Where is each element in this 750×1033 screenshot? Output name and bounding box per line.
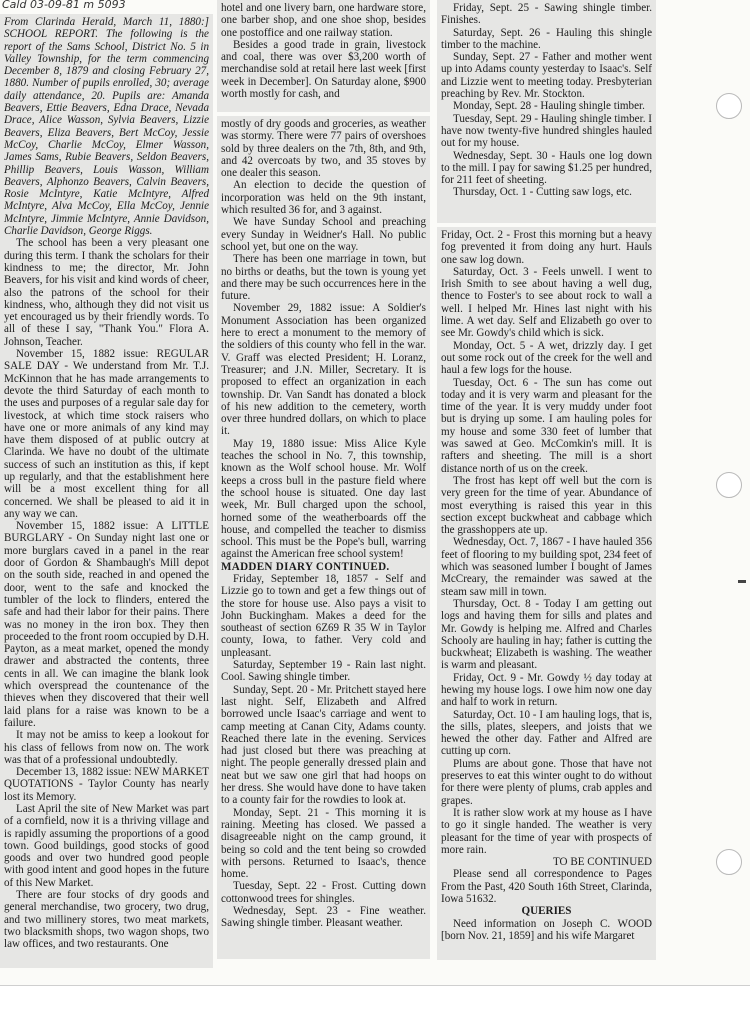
column-3-main-clipping [437, 227, 656, 960]
slow-work-paragraph: It is rather slow work at my house as I have to go it single handed. The weather is very pleasant for the time of year with prospects of more rain. [441, 806, 652, 856]
diary-sept-23: Wednesday, Sept. 23 - Fine weather. Sawing shingle timber. Pleasant weather. [221, 905, 426, 930]
school-report-paragraph: From Clarinda Herald, March 11, 1880:] SCHOOL REPORT. The following is the report of the Sams School, District No. 5 in Valley Township, for the term commencing December 8, 1879 and closing February 27, 1880. Number of pupils enrolled, 30; average daily attendance, 20. Pupils are: Amanda Beavers, Ettie Beavers, Edna Drace, Nevada Drace, Alice Wasson, Sylvia Beavers, Lizzie Beavers, Eliza Beavers, Bert McCoy, Jessie McCoy, Charlie McCoy, Elmer Wasson, James Sams, Rubie Beavers, Seldon Beavers, Phillip Beavers, Louis Wasson, William Beavers, Alphonzo Beavers, Calvin Beavers, Rosie McIntyre, Katie McIntyre, Alfred McIntyre, Alva McCoy, Ella McCoy, Jennie McIntyre, Jimmie McIntyre, Annie Davidson, Charlie Davidson, George Riggs. [4, 16, 209, 238]
diary-sept-28: Monday, Sept. 28 - Hauling shingle timber. [453, 100, 645, 113]
queries-heading: QUERIES [521, 905, 572, 918]
diary-sept-25: Friday, Sept. 25 - Sawing shingle timber. Finishes. [441, 2, 652, 27]
election-paragraph: An election to decide the question of incorporation was held on the 9th instant, which resulted 36 for, and 3 against. [221, 179, 426, 217]
diary-oct-10: Saturday, Oct. 10 - I am hauling logs, that is, the sills, plates, sleepers, and joists that we hewed the other day. Father and Alfred are cutting up corn. [441, 708, 652, 758]
diary-oct-3: Saturday, Oct. 3 - Feels unwell. I went to Irish Smith to see about having a well dug, thence to Foster's to see about rock to wall a well. I helped Mr. Hines last night with his lime. A wet day. Self and Elizabeth go over to see Mr. Gowdy's child which is sick. [441, 265, 652, 340]
plums-paragraph: Plums are about gone. Those that have not preserves to eat this winter ought to do without for there were plenty of plums, crab apples and grapes. [441, 757, 652, 807]
edge-mark [738, 580, 746, 583]
binder-hole-top [716, 93, 742, 119]
query-paragraph: Need information on Joseph C. WOOD [born Nov. 21, 1859] and his wife Margaret [441, 917, 652, 942]
column-1-clipping [0, 14, 213, 968]
new-market-heading-paragraph: December 13, 1882 issue: NEW MARKET QUOTATIONS - Taylor County has nearly lost its Memory. [4, 766, 209, 803]
diary-oct-9: Friday, Oct. 9 - Mr. Gowdy ½ day today at hewing my house logs. I owe him now one day and half to work in return. [441, 671, 652, 709]
marriage-paragraph: There has been one marriage in town, but no births or deaths, but the town is young yet and there may be such occurrences here in the future. [221, 253, 426, 303]
binder-hole-bottom [716, 849, 742, 875]
madden-diary-heading: MADDEN DIARY CONTINUED. [221, 560, 390, 573]
lookout-paragraph: It may not be amiss to keep a lookout for his class of fellows from now on. The work was that of a professional undoubtedly. [4, 729, 209, 766]
to-be-continued: TO BE CONTINUED [552, 856, 652, 869]
diary-sept-26: Saturday, Sept. 26 - Hauling this shingle timber to the machine. [441, 26, 652, 51]
diary-sept-29: Tuesday, Sept. 29 - Hauling shingle timber. I have now twenty-five hundred shingles hauled out for my house. [441, 112, 652, 150]
column-2-top-clipping [217, 0, 430, 112]
column-2-main-clipping [217, 116, 430, 959]
correspondence-paragraph: Please send all correspondence to Pages From the Past, 420 South 16th Street, Clarinda, Iowa 51632. [441, 868, 652, 906]
sunday-school-paragraph: We have Sunday School and preaching every Sunday in Weidner's Hall. No public school yet, but one on the way. [221, 216, 426, 253]
dry-goods-paragraph: mostly of dry goods and groceries, as weather was stormy. There were 77 pairs of overshoes sold by three dealers on the 7th, 8th, and 9th, and 42 overcoats by two, and 35 stoves by one dealer this season. [221, 118, 426, 180]
diary-sept-19: Saturday, September 19 - Rain last night. Cool. Sawing shingle timber. [221, 659, 426, 684]
stores-paragraph: There are four stocks of dry goods and general merchandise, two grocery, two drug, and two millinery stores, two meat markets, two blacksmith shops, two wagon shops, two law offices, and two restaurants. One [4, 889, 209, 951]
diary-oct-2: Friday, Oct. 2 - Frost this morning but a heavy fog prevented it from doing any hurt. Hauls one saw log down. [441, 229, 652, 266]
new-market-paragraph: Last April the site of New Market was part of a cornfield, now it is a thriving village and is rapidly assuming the proportions of a good town. Good buildings, good stocks of good goods and over two hundred good people with good intent and good hopes in the future of this New Market. [4, 803, 209, 889]
diary-sept-21: Monday, Sept. 21 - This morning it is raining. Meeting has closed. We passed a disagreeable night on the camp ground, it being so cold and the tent being so crowded with persons. Returned to Isaac's, thence home. [221, 806, 426, 881]
diary-oct-5: Monday, Oct. 5 - A wet, drizzly day. I get out some rock out of the creek for the well and haul a few logs for the house. [441, 339, 652, 377]
diary-oct-8: Thursday, Oct. 8 - Today I am getting out logs and having them for sills and plates and Mr. Gowdy is helping me. Alfred and Charles Schooly are hauling in hay; father is cutting the buckwheat; Elizabeth is washing. The weather is warm and pleasant. [441, 597, 652, 672]
hotel-paragraph: hotel and one livery barn, one hardware store, one barber shop, and one shoe shop, besides one postoffice and one railway station. [221, 2, 426, 39]
diary-oct-1: Thursday, Oct. 1 - Cutting saw logs, etc. [453, 186, 632, 199]
diary-oct-6: Tuesday, Oct. 6 - The sun has come out today and it is very warm and pleasant for the time of the year. It is very muddy under foot but is drying up some. I am hauling poles for my house and some 330 feet of lumber that was sawed at Geo. McComkin's mill. It is rafters and sheeting. The mill is a short distance north of us on the creek. [441, 376, 652, 475]
monument-paragraph: November 29, 1882 issue: A Soldier's Monument Association has been organized here to erect a monument to the memory of the soldiers of this county who fell in the war. V. Graff was elected President; H. Loranz, Treasurer; and J.N. Miller, Secretary. It is proposed to effect an organization in each township. Dr. Van Sandt has donated a block of his new addition to the cemetery, worth over three hundred dollars, on which to place it. [221, 302, 426, 438]
school-bull-paragraph: May 19, 1880 issue: Miss Alice Kyle teaches the school in No. 7, this township, known as the Wolf school house. Mr. Wolf keeps a cross bull in the pasture field where the school house is situated. One day last week, Mr. Bull charged upon the school, horned some of the weatherboards off the house, and compelled the teacher to dismiss school. This must be the Pope's bull, warring against the American free school system! [221, 437, 426, 561]
diary-sept-30: Wednesday, Sept. 30 - Hauls one log down to the mill. I pay for sawing $1.25 per hundred, for 211 feet of sheeting. [441, 149, 652, 187]
sale-day-paragraph: November 15, 1882 issue: REGULAR SALE DAY - We understand from Mr. T.J. McKinnon that he has made arrangements to devote the third Saturday of each month to the uses and purposes of a regular sale day for livestock, at which time stock raisers who have one or more animals of any kind may have them disposed of at public outcry at Clarinda. We have no doubt of the ultimate success of such an institution as this, if kept up regularly, and that the establishment here will be a most excellent thing for all concerned. We shall be pleased to aid it in any way we can. [4, 348, 209, 520]
diary-oct-7: Wednesday, Oct. 7, 1867 - I have hauled 356 feet of flooring to my building spot, 234 feet of which was seasoned lumber I bought of James McCreary, the remainder was sawed at the steam saw mill in town. [441, 536, 652, 598]
diary-sept-27: Sunday, Sept. 27 - Father and mother went up into Adams county yesterday to Isaac's. Self and Lizzie went to meeting today. Presbyterian preaching by Rev. Mr. Stockton. [441, 51, 652, 101]
diary-sept-20: Sunday, Sept. 20 - Mr. Pritchett stayed here last night. Self, Elizabeth and Alfred borrowed uncle Isaac's carriage and went to camp meeting at Canan City, Adams county. Reached there late in the evening. Services had just closed but there was preaching at night. The people generally dressed plain and neat but we saw one girl that had hoops on her dress. She would have done to have taken to a county fair for the rowdies to look at. [221, 683, 426, 807]
teacher-thanks-paragraph: The school has been a very pleasant one during this term. I thank the scholars for their kindness to me; the director, Mr. John Beavers, for his visit and kind words of cheer, also the patrons of the school for their kindness, who, although they did not visit us yet encouraged us by their friendly words. To all of these I say, "Thank You." Flora A. Johnson, Teacher. [4, 237, 209, 348]
trade-paragraph: Besides a good trade in grain, livestock and coal, there was over $3,200 worth of merchandise sold at retail here last week [first week in December]. On Saturday alone, $900 worth mostly for cash, and [221, 38, 426, 101]
column-3-top-clipping [437, 0, 656, 223]
frost-paragraph: The frost has kept off well but the corn is very green for the time of year. Abundance of most everything is raised this year in this section except buckwheat and cabbage which the grasshoppers ate up. [441, 474, 652, 537]
diary-sept-18: Friday, September 18, 1857 - Self and Lizzie go to town and get a few things out of the store for house use. Also pays a visit to John Buckingham. Makes a deed for the southeast of section 6Z69 R 35 W in Taylor county, Iowa, to father. Very cold and unpleasant. [221, 572, 426, 659]
binder-hole-middle [716, 472, 742, 498]
handwritten-note: Cald 03-09-81 m 5093 [2, 0, 126, 11]
diary-sept-22: Tuesday, Sept. 22 - Frost. Cutting down cottonwood trees for shingles. [221, 880, 426, 905]
burglary-paragraph: November 15, 1882 issue: A LITTLE BURGLARY - On Sunday night last one or more burglars caved in a panel in the rear door of Gordon & Shambaugh's Mill depot on the south side, reached in and opened the door, went to the safe and knocked the tumbler of the lock to flinders, entered the safe and had their labor for their pains. There was no money in the iron box. They then proceeded to the front room occupied by D.H. Payton, as a meat market, opened the mondy drawer and abstracted the contents, three cents in all. We can imagine the blank look which overspread the countenance of the thieves when they discovered that their well laid plans for a raise was known to be a failure. [4, 520, 209, 729]
page-footer-margin [0, 986, 750, 1033]
